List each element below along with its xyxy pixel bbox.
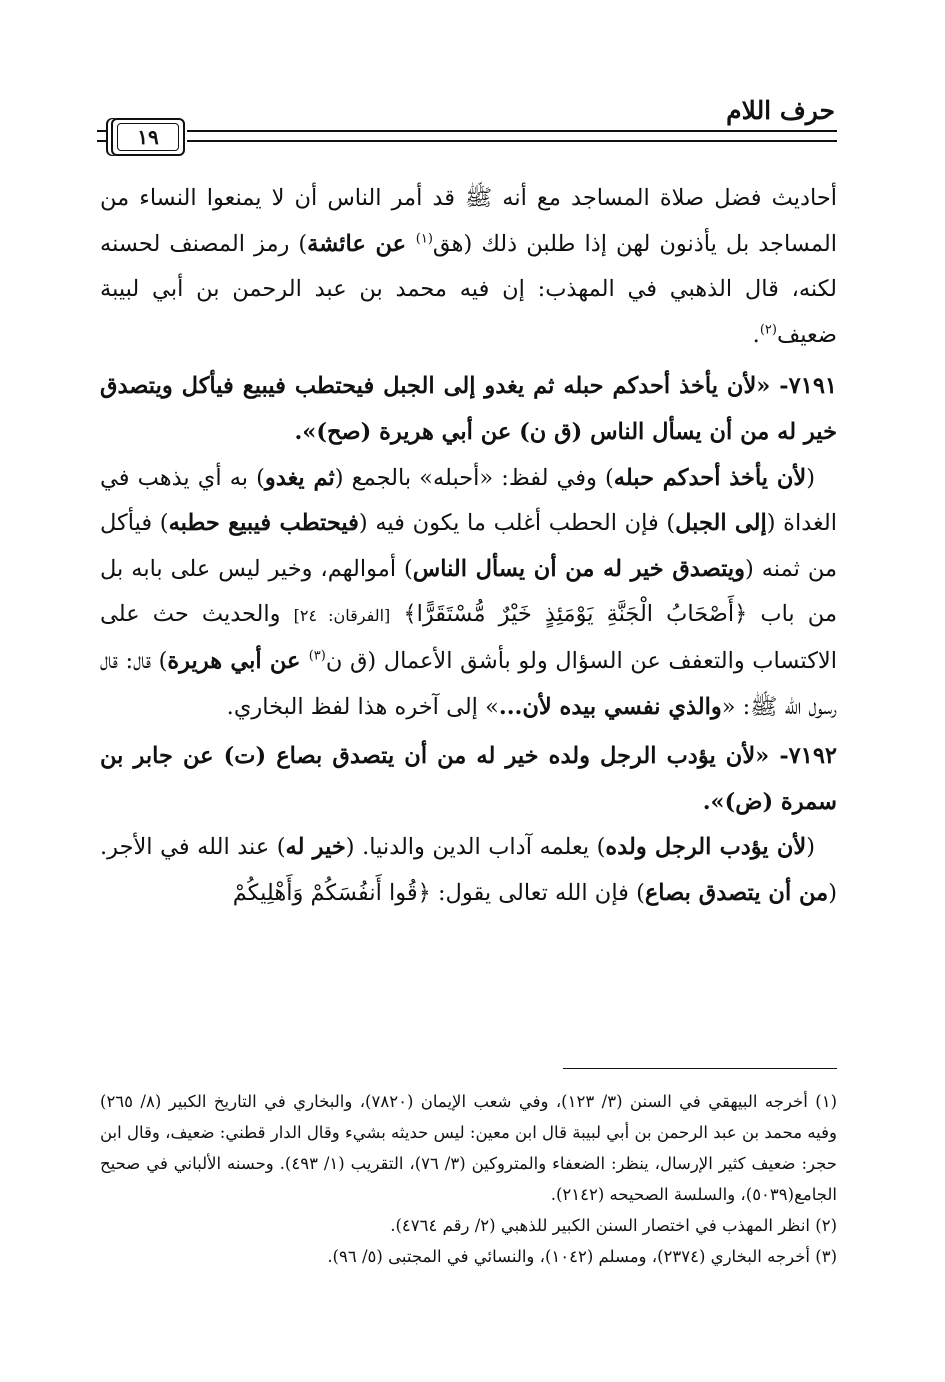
paragraph-1 [100,176,837,358]
bold-run: والذي نفسي بيده لأن... [498,693,722,720]
text-run: ( [806,464,815,491]
footnote-rule [563,1068,837,1069]
text-run: » إلى آخره هذا لفظ البخاري. [226,693,499,720]
text-run: ) فيأكل من ثمنه ( [100,510,837,582]
text-run: والحديث حث على الاكتساب والتعفف عن السؤال ولو بأشق الأعمال (ق ن [100,601,837,674]
page-number-box [111,118,185,156]
text-run: ) رمز المصنف لحسنه لكنه، قال الذهبي في المهذب: إن فيه محمد بن عبد الرحمن بن أبي لبيبة ضعيف [100,230,837,348]
body-text [100,176,837,917]
hadith-7192: ٧١٩٢- «لأن يؤدب الرجل ولده خير له من أن يتصدق بصاع (ت) عن جابر بن سمرة (ض)». [100,743,837,815]
text-run: ) يعلمه آداب الدين والدنيا. ( [345,834,606,861]
footnote-ref-3: (٣) [308,648,326,664]
bold-run: ويتصدق خير له من أن يسأل الناس [412,555,746,582]
footnote-3: (٣) أخرجه البخاري (٢٣٧٤)، ومسلم (١٠٤٢)، والنسائي في المجتبى (٥/ ٩٦). [327,1247,837,1266]
footnote-ref-1: (١) [415,231,433,247]
rule-lines [187,130,837,142]
bold-run: فيحتطب فيبيع حطبه [168,510,359,537]
bold-run: إلى الجبل [675,510,767,537]
text-run: ) قال: قال رسول الله ﷺ: « [100,647,837,720]
bold-run: ثم يغدو [264,464,335,491]
paragraph-2 [100,456,837,731]
bold-run: لأن يأخذ أحدكم حبله [613,464,807,491]
text-run: ) عند الله في الأجر. ( [100,834,837,906]
footnote-ref-2: (٢) [759,322,777,338]
text-run: ) فإن الله تعالى يقول: ﴿قُوا أَنفُسَكُمْ وَأَهْلِيكُمْ [232,879,645,906]
hadith-7191: ٧١٩١- «لأن يأخذ أحدكم حبله ثم يغدو إلى الجبل فيحتطب فيبيع فيأكل ويتصدق خير له من أن يسأل الناس (ق ن) عن أبي هريرة (صح)». [100,373,837,445]
rule-lines-left [97,130,109,142]
text-run: أحاديث فضل صلاة المساجد مع أنه ﷺ قد أمر الناس أن لا يمنعوا النساء من المساجد بل يأذنون لهن إذا طلبن ذلك (هق [100,185,837,257]
bold-run: خير له [285,834,346,861]
bold-run: عن عائشة [307,230,416,257]
bold-run: من أن يتصدق بصاع [644,879,829,906]
bold-run: عن أبي هريرة [167,647,309,674]
bold-run: لأن يؤدب الرجل ولده [605,834,807,861]
text-run: ( [806,834,815,861]
running-title: حرف اللام [726,96,835,125]
text-run: ) به أي يذهب في الغداة ( [100,464,837,537]
text-run: . [752,321,760,348]
paragraph-3 [100,825,837,916]
footnote-1: (١) أخرجه البيهقي في السنن (٣/ ١٢٣)، وفي شعب الإيمان (٧٨٢٠)، والبخاري في التاريخ الكبير (٨/ ٢٦٥) وفيه محمد بن عبد الرحمن بن أبي لبيبة قال ابن معين: ليس حديثه بشيء وقال الدار قطني: ضعيف، وقال ابن حجر: ضعيف كثير الإرسال، ينظر: الضعفاء والمتروكين (٣/ ٧٦)، التقريب (١/ ٤٩٣). وحسنه الألباني في صحيح الجامع(٥٠٣٩)، والسلسة الصحيحه (٢١٤٢). [100,1092,837,1204]
text-run: ) وفي لفظ: «أحبله» بالجمع ( [334,464,614,491]
footnotes [100,1086,837,1272]
page-number: ١٩ [117,123,179,151]
text-run: ) أموالهم، وخير ليس على بابه بل من باب ﴿أَصْحَابُ الْجَنَّةِ يَوْمَئِذٍ خَيْرٌ مُّسْتَقَرًّا﴾ [100,555,837,628]
header-rule [97,124,837,154]
quran-reference: [الفرقان: ٢٤] [293,606,391,626]
footnote-2: (٢) انظر المهذب في اختصار السنن الكبير للذهبي (٢/ رقم ٤٧٦٤). [390,1216,837,1235]
text-run: ) فإن الحطب أغلب ما يكون فيه ( [358,510,676,537]
